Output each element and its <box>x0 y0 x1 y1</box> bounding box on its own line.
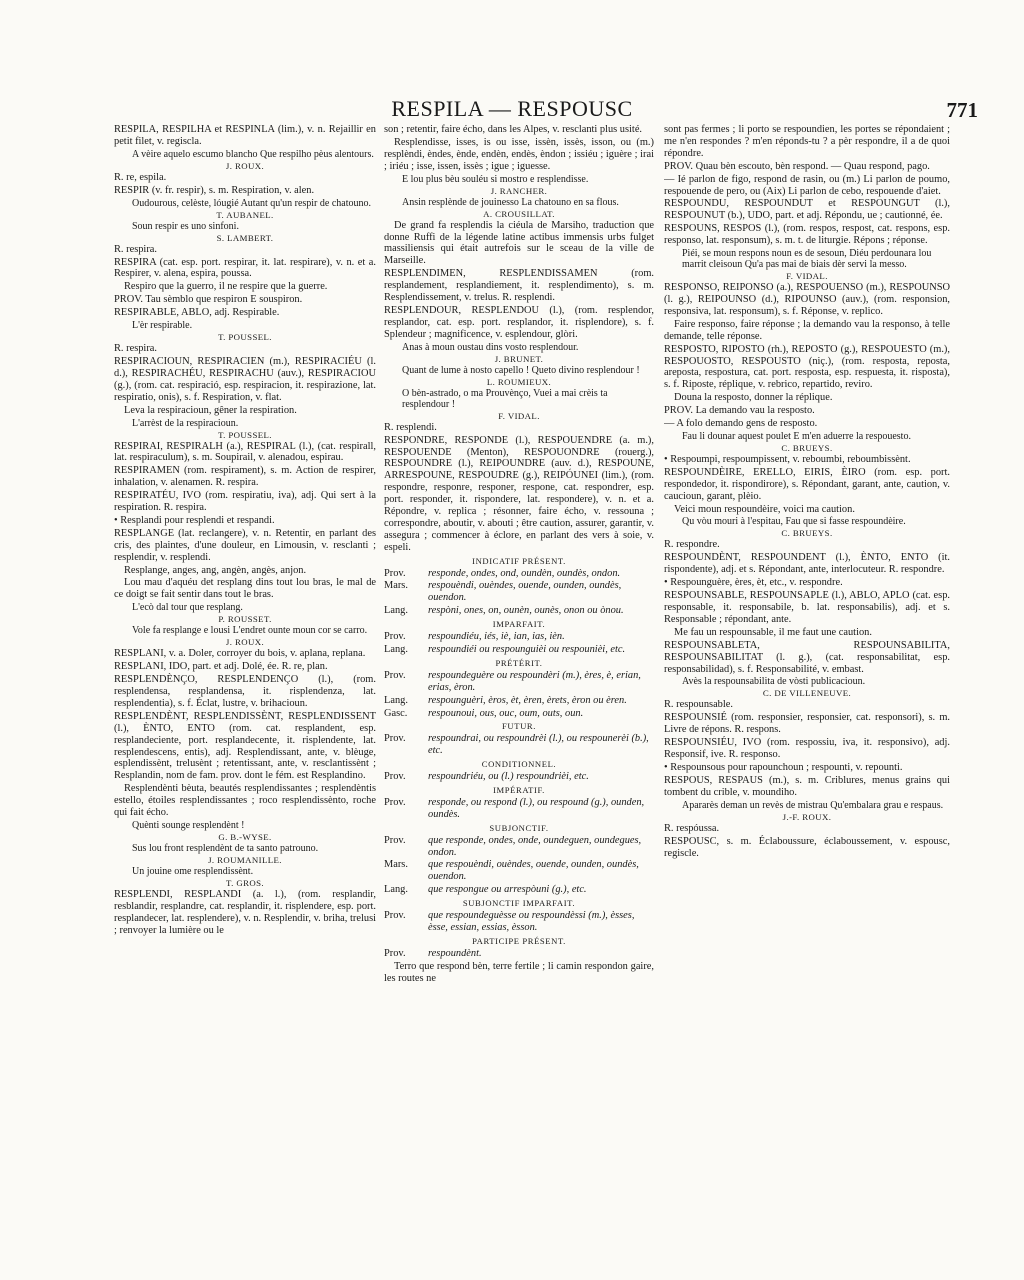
quote: Un jouine ome resplendissènt. <box>132 865 254 877</box>
verb-forms: respoundeguère ou respoundèri (m.), ères, è, erian, erias, èron. <box>428 669 641 693</box>
entry: R. respira. <box>114 343 157 355</box>
example: Me fau un respounsable, il me faut une caution. <box>674 626 872 638</box>
verb-forms: responde, ondes, ond, oundèn, oundès, ondon. <box>428 567 621 579</box>
example: Veici moun respoundèire, voici ma caution. <box>674 503 855 515</box>
entry: RESPIRAI, RESPIRALH (a.), RESPIRAL (l.), (cat. respirall, lat. respiraculum), s. m. Soupirail, v. alenadou, espirau. <box>114 440 376 464</box>
conjugation-line <box>384 568 654 580</box>
verb-forms: respounoui, ous, ouc, oum, outs, oun. <box>428 707 584 719</box>
dialect-label: Prov. <box>384 733 406 745</box>
verb-forms: respoundriéu, ou (l.) respoundrièi, etc. <box>428 771 589 783</box>
conjugation-heading: PRÉTÉRIT. <box>495 657 543 668</box>
quote: L'èr respirable. <box>132 320 193 332</box>
entry: RESPOUNSABLETA, RESPOUNSABILITA, RESPOUNSABILITAT (l. g.), (cat. responsabilitat, esp. responsabilidad), s. f. Responsabilité, v. embast. <box>664 639 950 675</box>
quote-author: G. B.-WYSE. <box>218 831 272 842</box>
dialect-label: Prov. <box>384 947 406 959</box>
quote-author: J. ROUMANILLE. <box>208 854 282 865</box>
conjugation-line <box>384 797 654 821</box>
entry: RESPIRA (cat. esp. port. respirar, it. lat. respirare), v. n. et a. Respirer, v. alena, espira, poussa. <box>114 256 376 280</box>
dialect-label: Lang. <box>384 644 408 655</box>
entry: RESPLANI, IDO, part. et adj. Dolé, ée. R. re, plan. <box>114 661 328 673</box>
quote: E lou plus bèu souléu si mostro e resplendisse. <box>402 173 589 185</box>
entry: RESPOSTO, RIPOSTO (rh.), REPOSTO (g.), RESPOUESTO (m.), RESPOUOSTO, RESPOUSTO (niç.), (rom. resposta, reposta, areposta, respostura, cat. port. resposta, esp. respuesta, it. risposta), s. f. Riposte, réplique, v. rebrico, repartido, reviro. <box>664 343 950 391</box>
quote: Apararès deman un revès de mistrau Qu'embalara grau e respaus. <box>682 799 944 811</box>
entry: RESPOUNDU, RESPOUNDUT et RESPOUNGUT (l.), RESPOUNUT (b.), UDO, part. et adj. Répondu, ue ; cautionné, ée. <box>664 198 950 222</box>
example: De grand fa resplendis la ciéula de Marsiho, traduction que donne Ruffi de la légende latine actibus immensis urbs fulget massiliensis qui était autrefois sur le sceau de la ville de Marseille. <box>384 219 654 267</box>
conjugation-line <box>384 948 654 960</box>
entry: • Respounguère, ères, èt, etc., v. respondre. <box>664 577 843 589</box>
dialect-label: Prov. <box>384 834 406 846</box>
quote-author: A. CROUSILLAT. <box>483 208 555 219</box>
quote: O bèn-astrado, o ma Prouvènço, Vuei a mai crèis ta resplendour ! <box>402 387 608 410</box>
conjugation-heading: FUTUR. <box>502 721 536 732</box>
entry: RESPOUS, RESPAUS (m.), s. m. Criblures, menus grains qui tombent du crible, v. moundiho. <box>664 774 950 798</box>
dialect-label: Lang. <box>384 884 408 896</box>
example: Leva la respiracioun, gêner la respiration. <box>124 404 297 416</box>
quote: L'arrèst de la respiracioun. <box>132 417 239 429</box>
quote-author: T. POUSSEL. <box>218 429 272 440</box>
quote: Qu vòu mouri à l'espitau, Fau que si fasse respoundèire. <box>682 516 906 528</box>
text-column-3 <box>664 124 950 1210</box>
conjugation-line <box>384 835 654 859</box>
entry: RESPLENDÈNÇO, RESPLENDENÇO (l.), (rom. resplendensa, resplandensa, it. risplendenza, lat. resplendentia), s. f. Éclat, lustre, v. brihacioun. <box>114 674 376 709</box>
entry: RESPIRACIOUN, RESPIRACIEN (m.), RESPIRACIÉU (l. d.), RESPIRACHÉU, RESPIRACHU (auv.), RESPIRACIOU (g.), (rom. cat. respiració, esp. respiracion, it. respirazione, lat. respiratio, onis), s. f. Respiration, v. flat. <box>114 355 376 403</box>
text-column-2 <box>384 124 654 1210</box>
quote-author: F. VIDAL. <box>498 410 540 421</box>
quote-author: T. POUSSEL. <box>218 332 272 343</box>
dialect-label: Lang. <box>384 605 408 617</box>
proverb: PROV. Quau bèn escouto, bèn respond. — Quau respond, pago. <box>664 160 930 172</box>
verb-forms: respoundiéu, iés, iè, ian, ias, ièn. <box>428 631 565 643</box>
entry: RESPLANGE (lat. reclangere), v. n. Retentir, en parlant des cris, des plaintes, d'une douleur, en Limousin, v. resclanti ; resplendir, v. resplendi. <box>114 527 376 563</box>
conjugation-line <box>384 884 654 896</box>
proverb: PROV. La demando vau la resposto. <box>664 405 815 417</box>
quote: Soun respir es uno sinfoni. <box>132 220 239 232</box>
conjugation-heading: IMPARFAIT. <box>492 619 546 630</box>
entry: RESPOUSC, s. m. Éclaboussure, éclaboussement, v. espousc, regiscle. <box>664 835 950 859</box>
entry: RESPIRABLE, ABLO, adj. Respirable. <box>114 307 280 319</box>
verb-forms: respounguèri, èros, èt, èren, èrets, èron ou èren. <box>428 694 627 706</box>
entry: RESPIRAMEN (rom. respirament), s. m. Action de respirer, inhalation, v. alenamen. R. respira. <box>114 465 376 489</box>
verb-forms: que respongue ou arrespòuni (g.), etc. <box>428 884 587 896</box>
quote: Quant de lume à nosto capello ! Queto divino resplendour ! <box>402 364 640 376</box>
example: Douna la resposto, donner la réplique. <box>674 392 833 404</box>
quote: Vole fa resplange e lousi L'endret ounte moun cor se carro. <box>132 625 368 637</box>
conjugation-line <box>384 771 654 783</box>
dialect-label: Prov. <box>384 910 406 922</box>
entry: RESPIR (v. fr. respir), s. m. Respiration, v. alen. <box>114 184 315 196</box>
verb-forms: que respoundeguèsse ou respoundèssi (m.), èsses, èsse, essian, essias, èsson. <box>428 910 635 933</box>
conjugation-line <box>384 910 654 934</box>
example: Respiro que la guerro, il ne respire que la guerre. <box>124 281 328 293</box>
verb-forms: que responde, ondes, onde, oundeguen, oundegues, ondon. <box>428 834 642 858</box>
entry: RESPLENDIMEN, RESPLENDISSAMEN (rom. resplandement, resplandiement, it. resplendimento), s. m. Resplendissement, v. trelus. R. resplendi. <box>384 268 654 304</box>
conjugation-line <box>384 695 654 707</box>
conjugation-heading: SUBJONCTIF IMPARFAIT. <box>462 898 576 909</box>
quote: Sus lou front resplendènt de ta santo patrouno. <box>132 842 319 854</box>
dialect-label: Prov. <box>384 771 406 783</box>
verb-forms: respoundènt. <box>428 947 482 959</box>
conjugation-heading: SUBJONCTIF. <box>489 822 549 833</box>
entry: RESPLENDOUR, RESPLENDOU (l.), (rom. resplendor, resplandor, cat. esp. port. resplandor, it. risplendore), s. f. Splendeur ; magnificence, v. esplendour, glòri. <box>384 304 654 340</box>
quote: Fau li dounar aquest poulet E m'en aduerre la respouesto. <box>682 430 911 442</box>
entry: RESPLENDI, RESPLANDI (a. l.), (rom. resplandir, resblandir, resplandre, cat. resplandir, it. risplendere, esp. port. resplandecer, lat. resplendere), v. n. Resplendir, v. briha, trelusi ; renvoyer la lumière ou le <box>114 888 376 936</box>
example: Resplange, anges, ang, angèn, angès, anjon. <box>124 564 307 576</box>
conjugation-line <box>384 644 654 656</box>
entry: RESPONDRE, RESPONDE (l.), RESPOUENDRE (a. m.), RESPOUENDE (Menton), RESPOUONDRE (rouerg.), RESPOUNDRE (l.), REIPOUNDRE (auv. d.), RESPOUNE, ARRESPOUNE, RESPOUDRE (g.), REIPÓUNEI (lim.), (rom. respondre, responre, responer, respone, cat. respondrer, esp. port. responder, it. rispondere, lat. respondere), v. n. et a. Répondre, v. replica ; résonner, faire écho, v. ressouna ; correspondre, aboutir, v. abouti ; être caution, assurer, garantir, v. assegura ; commencer à éclore, en parlant des vers à soie, v. espeli. <box>384 434 654 553</box>
text-column-1 <box>114 124 376 1210</box>
conjugation-line <box>384 670 654 694</box>
quote-author: J. BRUNET. <box>494 353 544 364</box>
dialect-label: Prov. <box>384 669 406 681</box>
entry: RESPLANI, v. a. Doler, corroyer du bois, v. aplana, replana. <box>114 648 366 660</box>
verb-forms: respoundiéi ou respounguièi ou respounièi, etc. <box>428 644 626 655</box>
verb-forms: respouèndi, ouèndes, ouende, ounden, oundès, ouendon. <box>428 580 622 604</box>
entry: son ; retentir, faire écho, dans les Alpes, v. resclanti plus usité. <box>384 124 643 135</box>
conjugation-heading: PARTICIPE PRÉSENT. <box>472 935 566 946</box>
dialect-label: Mars. <box>384 580 408 592</box>
quote-author: S. LAMBERT. <box>216 232 274 243</box>
entry: RESPOUNDÈIRE, ERELLO, EIRIS, ÈIRO (rom. esp. port. respondedor, it. rispondirore), s. Répondant, garant, ante, caution, v. caucioun, garant, plèio. <box>664 466 950 502</box>
entry: RESPILA, RESPILHA et RESPINLA (lim.), v. n. Rejaillir en petit filet, v. regiscla. <box>114 124 376 147</box>
entry: R. respondre. <box>664 539 720 551</box>
entry: RESPOUNSIÉU, IVO (rom. respossiu, iva, it. responsivo), adj. Responsif, ive. R. responso. <box>664 737 950 761</box>
example: Resplendisse, isses, is ou isse, issèn, issès, isson, ou (m.) resplèndi, èndes, ènde, endèn, endès, èndon ; issiéu ; iguère ; irai ; iriéu ; isse, issen, issès ; igue ; iguesse. <box>384 136 654 172</box>
entry: R. respóussa. <box>664 822 720 834</box>
quote-author: C. BRUEYS. <box>781 528 833 539</box>
dialect-label: Prov. <box>384 631 406 643</box>
entry: RESPOUNSABLE, RESPOUNSAPLE (l.), ABLO, APLO (cat. esp. responsable, it. responsabile, b. lat. responsabilis), adj. et s. Responsable ; répondant, ante. <box>664 590 950 625</box>
quote-author: F. VIDAL. <box>786 271 828 282</box>
conjugation-line <box>384 733 654 757</box>
entry: • Resplandi pour resplendi et respandi. <box>114 514 275 526</box>
quote: A vèire aquelo escumo blancho Que respilho pèus alentours. <box>132 148 374 160</box>
entry: RESPOUNSIÉ (rom. responsier, responsier, cat. responsori), s. m. Livre de répons. R. respons. <box>664 712 950 736</box>
entry: • Respoumpi, respoumpissent, v. reboumbi, reboumbissènt. <box>664 453 911 465</box>
example: Lou mau d'aquéu det resplang dins tout lou bras, le mal de ce doigt se fait sentir dans tout le bras. <box>114 577 376 601</box>
dialect-label: Prov. <box>384 796 406 808</box>
entry: R. re, espila. <box>114 171 167 183</box>
verb-forms: respòni, ones, on, ounèn, ounès, onon ou ònou. <box>428 605 624 617</box>
example: Faire responso, faire réponse ; la demando vau la responso, à telle demande, telle réponse. <box>664 318 950 342</box>
entry: R. respounsable. <box>664 699 733 711</box>
entry: • Respounsous pour rapounchoun ; respounti, v. repounti. <box>664 761 903 773</box>
quote-author: C. DE VILLENEUVE. <box>762 688 852 699</box>
entry: R. resplendi. <box>384 421 437 433</box>
conjugation-heading: CONDITIONNEL. <box>481 759 557 770</box>
quote: Ansin resplènde de jouinesso La chatouno en sa flous. <box>402 196 619 208</box>
entry: RESPIRATÉU, IVO (rom. respiratiu, iva), adj. Qui sert à la respiration. R. respira. <box>114 490 376 514</box>
page-number: 771 <box>946 98 978 122</box>
quote: Oudourous, celèste, lóugié Autant qu'un respir de chatouno. <box>132 197 371 209</box>
quote-author: J. ROUX. <box>225 637 265 648</box>
quote: Quènti sounge resplendènt ! <box>132 819 245 831</box>
entry: R. respira. <box>114 243 157 255</box>
quote: Anas à moun oustau dins vosto resplendour. <box>402 341 579 353</box>
quote-author: L. ROUMIEUX. <box>486 376 552 387</box>
running-head: RESPILA — RESPOUSC <box>391 96 633 121</box>
entry: RESPOUNS, RESPOS (l.), (rom. respos, respost, cat. respons, esp. responso, lat. responsum), s. m. t. de liturgie. Répons ; réponse. <box>664 223 950 247</box>
conjugation-heading: INDICATIF PRÉSENT. <box>472 555 566 566</box>
proverb: — A folo demando gens de resposto. <box>664 418 818 430</box>
quote-author: C. BRUEYS. <box>781 442 833 453</box>
quote-author: P. ROUSSET. <box>218 614 272 625</box>
verb-forms: respoundrai, ou respoundrèi (l.), ou respounerèi (b.), etc. <box>428 733 649 757</box>
dialect-label: Gasc. <box>384 707 408 719</box>
quote: Piéi, se moun respons noun es de sesoun, Diéu perdounara lou marrit cleisoun Qu'a pas mai de biais dèr servi la messo. <box>682 248 932 271</box>
conjugation-line <box>384 605 654 617</box>
dialect-label: Prov. <box>384 567 406 579</box>
quote-author: T. AUBANEL. <box>216 209 274 220</box>
quote-author: J. ROUX. <box>225 160 265 171</box>
quote-author: T. GROS. <box>226 877 264 888</box>
example: Terro que respond bèn, terre fertile ; li camin respondon gaire, les routes ne <box>384 960 654 984</box>
conjugation-line <box>384 631 654 643</box>
conjugation-heading: IMPÉRATIF. <box>493 784 545 795</box>
entry: sont pas fermes ; li porto se respoundien, les portes se répondaient ; me n'en respondes ? m'en réponds-tu ? a pèr respondre, il a de quoi répondre. <box>664 124 950 159</box>
page-header <box>0 96 1024 126</box>
entry: RESPOUNDÈNT, RESPOUNDENT (l.), ÈNTO, ENTO (it. rispondente), adj. et s. Répondant, ante, interlocuteur. R. respondre. <box>664 552 950 576</box>
verb-forms: que respouèndi, ouèndes, ouende, ounden, oundès, ouendon. <box>428 859 639 883</box>
dialect-label: Mars. <box>384 859 408 871</box>
conjugation-line <box>384 859 654 883</box>
entry: RESPLENDÈNT, RESPLENDISSÈNT, RESPLENDISSENT (l.), ÈNTO, ENTO (rom. cat. resplandent, esp. resplandeciente, port. resplandecente, it. risplendente, lat. resplendescens, entis), adj. Resplendissant, ante, v. blèuge, esplendissènt, trelusènt ; retentissant, ante, v. resclantissènt ; Resplandin, nom de fam. prov. dont le fém. est Resplandino. <box>114 710 376 782</box>
verb-forms: responde, ou respond (l.), ou respound (g.), ounden, oundès. <box>428 796 645 820</box>
proverb: — Ié parlon de figo, respond de rasin, ou (m.) Li parlon de poumo, respouende de pero, ou (Aix) Li parlon de cebo, respouende d'aiet. <box>664 173 950 197</box>
quote: Avès la respounsabilita de vòsti publicacioun. <box>682 676 866 688</box>
conjugation-line <box>384 708 654 720</box>
example: Resplendènti bèuta, beautés resplendissantes ; resplendèntis estello, étoiles resplendissantes ; roco resplendissènto, roche qui fait écho. <box>114 783 376 819</box>
quote: L'ecò dal tour que resplang. <box>132 602 243 614</box>
entry: RESPONSO, REIPONSO (a.), RESPOUENSO (m.), RESPOUNSO (l. g.), REIPOUNSO (d.), RIPOUNSO (auv.), (rom. responsion, responsiva, lat. responsum), s. f. Réponse, v. replico. <box>664 282 950 317</box>
quote-author: J.-F. ROUX. <box>782 811 832 822</box>
dialect-label: Lang. <box>384 694 408 706</box>
conjugation-line <box>384 580 654 604</box>
quote-author: J. RANCHER. <box>490 185 548 196</box>
proverb: PROV. Tau sèmblo que respiron E souspiron. <box>114 294 303 306</box>
